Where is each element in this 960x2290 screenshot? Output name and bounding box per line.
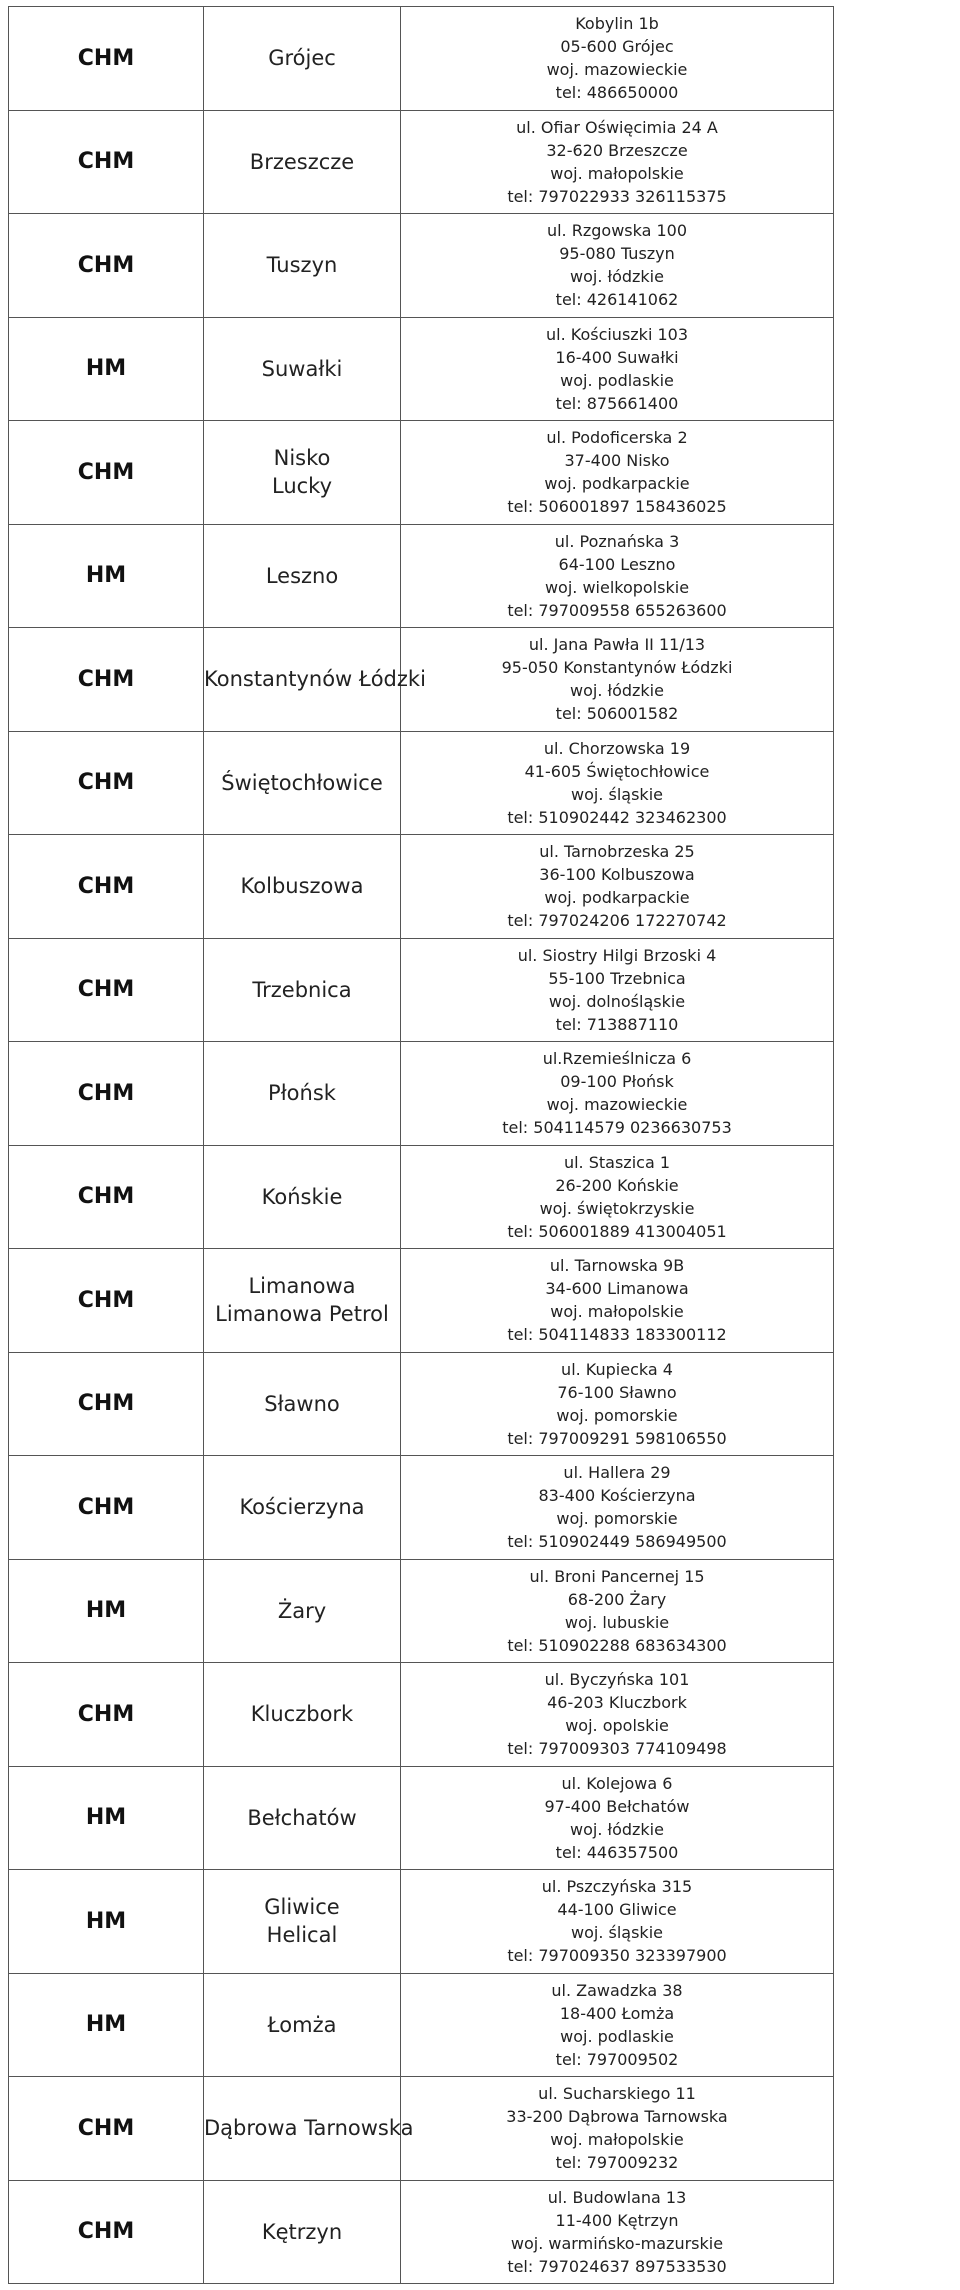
voivodeship-line: woj. podlaskie [560,2026,674,2046]
street-line: ul. Hallera 29 [563,1463,671,1483]
city-name: Helical [266,1923,338,1948]
city-cell [204,1352,401,1456]
postal-code-line: 09-100 Płońsk [560,1072,674,1092]
postal-code-line: 36-100 Kolbuszowa [539,865,695,885]
city-name: Świętochłowice [221,770,383,795]
city-name: Grójec [268,46,336,71]
voivodeship-line: woj. lubuskie [564,1612,670,1632]
address-cell [401,7,834,111]
store-type-cell: CHM [9,835,204,939]
address-cell [401,1973,834,2077]
voivodeship-line: woj. małopolskie [550,1302,684,1322]
city-cell [204,938,401,1042]
postal-code-line: 26-200 Końskie [555,1175,679,1195]
city-cell [204,1663,401,1767]
city-name: Leszno [265,563,339,588]
address-cell [401,2077,834,2181]
phone-line: tel: 797009502 [555,2049,679,2069]
street-line: ul. Byczyńska 101 [544,1670,690,1690]
phone-line: tel: 506001897 158436025 [507,497,727,517]
voivodeship-line: woj. podkarpackie [544,474,690,494]
address-cell [401,1870,834,1974]
voivodeship-line: woj. wielkopolskie [544,577,690,597]
city-name: Suwałki [261,356,343,381]
phone-line: tel: 426141062 [555,290,679,310]
city-cell [204,1042,401,1146]
city-cell [204,1145,401,1249]
city-cell [204,731,401,835]
voivodeship-line: woj. pomorskie [556,1509,678,1529]
city-name: Kolbuszowa [240,874,364,899]
phone-line: tel: 506001582 [555,704,679,724]
street-line: ul. Chorzowska 19 [543,738,691,758]
street-line: ul. Budowlana 13 [547,2187,687,2207]
voivodeship-line: woj. małopolskie [550,163,684,183]
city-cell [204,7,401,111]
voivodeship-line: woj. świętokrzyskie [539,1198,695,1218]
store-type-cell: CHM [9,1042,204,1146]
table-row [9,1145,834,1249]
phone-line: tel: 486650000 [555,83,679,103]
city-name: Bełchatów [247,1805,357,1830]
phone-line: tel: 797009350 323397900 [507,1946,727,1966]
city-name: Dąbrowa Tarnowska [204,2116,414,2141]
table-row [9,1973,834,2077]
postal-code-line: 95-080 Tuszyn [559,244,675,264]
phone-line: tel: 875661400 [555,393,679,413]
postal-code-line: 41-605 Świętochłowice [524,761,710,781]
address-cell [401,1352,834,1456]
phone-line: tel: 510902288 683634300 [507,1635,727,1655]
city-cell [204,214,401,318]
table-row [9,628,834,732]
table-row [9,421,834,525]
city-cell [204,524,401,628]
street-line: ul. Zawadzka 38 [551,1980,683,2000]
phone-line: tel: 506001889 413004051 [507,1221,727,1241]
address-cell [401,835,834,939]
table-row [9,731,834,835]
address-cell [401,524,834,628]
store-type-cell: HM [9,1973,204,2077]
street-line: ul. Ofiar Oświęcimia 24 A [516,117,718,137]
street-line: ul. Poznańska 3 [554,531,680,551]
city-cell [204,1973,401,2077]
store-type-cell: HM [9,524,204,628]
store-type-cell: HM [9,1559,204,1663]
voivodeship-line: woj. pomorskie [556,1405,678,1425]
voivodeship-line: woj. łódzkie [570,1819,664,1839]
street-line: ul. Rzgowska 100 [546,221,688,241]
voivodeship-line: woj. mazowieckie [546,60,688,80]
voivodeship-line: woj. śląskie [571,784,663,804]
store-type-cell: CHM [9,7,204,111]
address-cell [401,1663,834,1767]
address-cell [401,317,834,421]
city-cell [204,317,401,421]
city-name: Nisko [273,446,331,471]
table-row [9,938,834,1042]
table-row [9,2077,834,2181]
postal-code-line: 97-400 Bełchatów [544,1796,690,1816]
city-cell [204,1559,401,1663]
address-cell [401,938,834,1042]
store-type-cell: CHM [9,2180,204,2284]
street-line: ul. Tarnowska 9B [549,1256,685,1276]
city-name: Limanowa Petrol [215,1302,389,1327]
postal-code-line: 37-400 Nisko [564,451,670,471]
store-type-cell: CHM [9,2077,204,2181]
street-line: ul. Kościuszki 103 [545,324,689,344]
store-type-cell: CHM [9,628,204,732]
store-type-cell: CHM [9,1456,204,1560]
postal-code-line: 33-200 Dąbrowa Tarnowska [506,2107,728,2127]
address-cell [401,110,834,214]
city-name: Sławno [264,1391,340,1416]
voivodeship-line: woj. łódzkie [570,681,664,701]
table-row [9,1456,834,1560]
table-row [9,1559,834,1663]
address-cell [401,1456,834,1560]
city-cell [204,1870,401,1974]
street-line: ul.Rzemieślnicza 6 [542,1049,692,1069]
postal-code-line: 32-620 Brzeszcze [546,140,688,160]
phone-line: tel: 504114579 0236630753 [502,1118,732,1138]
city-name: Kętrzyn [261,2219,343,2244]
street-line: ul. Jana Pawła II 11/13 [528,635,706,655]
street-line: ul. Tarnobrzeska 25 [539,842,695,862]
locations-table [8,6,834,2284]
street-line: ul. Staszica 1 [563,1152,671,1172]
postal-code-line: 46-203 Kluczbork [547,1693,687,1713]
phone-line: tel: 713887110 [555,1014,679,1034]
store-type-cell: CHM [9,421,204,525]
address-cell [401,1766,834,1870]
address-cell [401,421,834,525]
city-cell [204,1249,401,1353]
city-name: Trzebnica [252,977,352,1002]
address-cell [401,628,834,732]
phone-line: tel: 797009303 774109498 [507,1739,727,1759]
store-type-cell: HM [9,317,204,421]
street-line: ul. Pszczyńska 315 [541,1877,693,1897]
city-cell [204,1766,401,1870]
phone-line: tel: 797009558 655263600 [507,600,727,620]
store-type-cell: CHM [9,1352,204,1456]
table-row [9,110,834,214]
address-cell [401,1042,834,1146]
street-line: Kobylin 1b [575,14,659,34]
city-name: Brzeszcze [249,149,355,174]
phone-line: tel: 510902442 323462300 [507,807,727,827]
postal-code-line: 76-100 Sławno [557,1382,677,1402]
city-name: Kościerzyna [239,1495,365,1520]
postal-code-line: 18-400 Łomża [559,2003,675,2023]
street-line: ul. Kupiecka 4 [561,1359,673,1379]
address-cell [401,214,834,318]
postal-code-line: 44-100 Gliwice [557,1900,677,1920]
city-name: Końskie [261,1184,343,1209]
table-row [9,1870,834,1974]
city-cell [204,2077,414,2181]
table-row [9,1766,834,1870]
city-cell [204,628,426,732]
postal-code-line: 11-400 Kętrzyn [555,2210,679,2230]
voivodeship-line: woj. podkarpackie [544,888,690,908]
table-row [9,1352,834,1456]
postal-code-line: 83-400 Kościerzyna [538,1486,696,1506]
city-name: Lucky [271,474,333,499]
phone-line: tel: 510902449 586949500 [507,1532,727,1552]
city-name: Płońsk [268,1081,336,1106]
street-line: ul. Podoficerska 2 [546,428,688,448]
voivodeship-line: woj. warmińsko-mazurskie [510,2233,724,2253]
phone-line: tel: 446357500 [555,1842,679,1862]
store-type-cell: HM [9,1766,204,1870]
store-type-cell: CHM [9,1145,204,1249]
city-name: Konstantynów Łódzki [204,667,426,692]
city-cell [204,421,401,525]
address-cell [401,731,834,835]
voivodeship-line: woj. mazowieckie [546,1095,688,1115]
postal-code-line: 68-200 Żary [567,1589,667,1609]
phone-line: tel: 797009232 [555,2153,679,2173]
city-cell [204,835,401,939]
table-row [9,1042,834,1146]
store-type-cell: CHM [9,1249,204,1353]
street-line: ul. Sucharskiego 11 [538,2084,696,2104]
street-line: ul. Kolejowa 6 [561,1773,673,1793]
table-row [9,1663,834,1767]
street-line: ul. Broni Pancernej 15 [529,1566,705,1586]
phone-line: tel: 797022933 326115375 [507,186,727,206]
address-cell [401,1145,834,1249]
voivodeship-line: woj. opolskie [565,1716,669,1736]
table-row [9,1249,834,1353]
phone-line: tel: 797024206 172270742 [507,911,727,931]
city-name: Kluczbork [250,1702,354,1727]
city-name: Żary [277,1598,327,1623]
voivodeship-line: woj. podlaskie [560,370,674,390]
postal-code-line: 95-050 Konstantynów Łódzki [501,658,733,678]
phone-line: tel: 504114833 183300112 [507,1325,727,1345]
postal-code-line: 16-400 Suwałki [555,347,679,367]
street-line: ul. Siostry Hilgi Brzoski 4 [517,945,717,965]
table-row [9,214,834,318]
table-row [9,524,834,628]
address-cell [401,2180,834,2284]
table-row [9,835,834,939]
voivodeship-line: woj. śląskie [571,1923,663,1943]
city-cell [204,1456,401,1560]
store-type-cell: CHM [9,938,204,1042]
postal-code-line: 55-100 Trzebnica [548,968,686,988]
address-cell [401,1249,834,1353]
table-row [9,317,834,421]
city-name: Limanowa [248,1274,356,1299]
phone-line: tel: 797024637 897533530 [507,2256,727,2276]
voivodeship-line: woj. małopolskie [550,2130,684,2150]
postal-code-line: 05-600 Grójec [560,37,674,57]
store-type-cell: CHM [9,214,204,318]
table-row [9,7,834,111]
city-name: Tuszyn [266,253,338,278]
city-name: Gliwice [264,1895,340,1920]
store-type-cell: CHM [9,731,204,835]
store-type-cell: CHM [9,110,204,214]
address-cell [401,1559,834,1663]
store-type-cell: HM [9,1870,204,1974]
postal-code-line: 34-600 Limanowa [545,1279,689,1299]
voivodeship-line: woj. łódzkie [570,267,664,287]
table-row [9,2180,834,2284]
locations-table-body [9,7,834,2284]
city-cell [204,2180,401,2284]
phone-line: tel: 797009291 598106550 [507,1428,727,1448]
city-name: Łomża [267,2012,337,2037]
postal-code-line: 64-100 Leszno [558,554,676,574]
store-type-cell: CHM [9,1663,204,1767]
voivodeship-line: woj. dolnośląskie [548,991,686,1011]
city-cell [204,110,401,214]
